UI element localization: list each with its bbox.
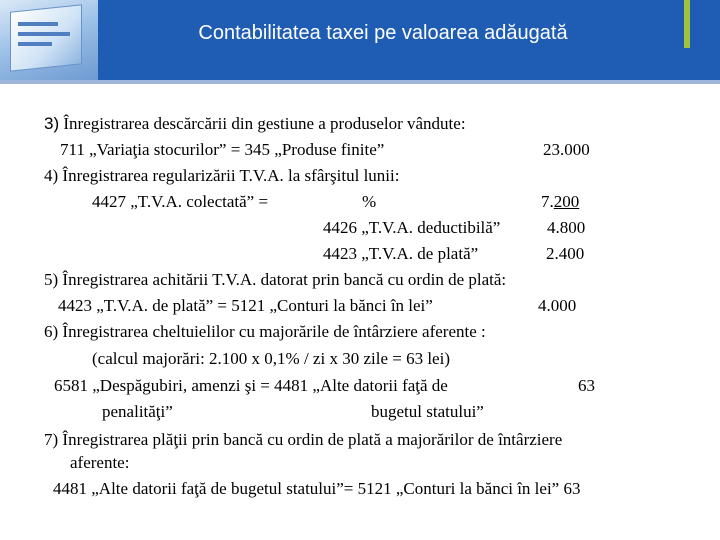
section-4-total (541, 190, 579, 213)
section-6-entry-cont-right: bugetul statului” (371, 402, 484, 421)
total-part-underlined: 200 (553, 192, 580, 211)
section-4-amount-2: 2.400 (546, 244, 585, 263)
section-4-credit-1: 4426 „T.V.A. deductibilă” (323, 218, 501, 237)
section-number: 3) (44, 114, 60, 133)
total-part: 7. (541, 192, 554, 211)
section-4-debit: 4427 „T.V.A. colectată” = (92, 192, 269, 211)
section-3-entry: 711 „Variaţia stocurilor” = 345 „Produse finite” (60, 140, 385, 159)
section-4-percent: % (362, 192, 377, 211)
section-5-entry: 4423 „T.V.A. de plată” = 5121 „Conturi la bănci în lei” (58, 296, 433, 315)
section-6-calculation: (calcul majorări: 2.100 x 0,1% / zi x 30 zile = 63 lei) (92, 349, 450, 368)
section-7-entry: 4481 „Alte datorii faţă de bugetul statului”= 5121 „Conturi la bănci în lei” 63 (53, 479, 581, 498)
section-7-heading: 7) Înregistrarea plăţii prin bancă cu ordin de plată a majorărilor de întârziere (44, 430, 563, 449)
section-6-amount: 63 (578, 376, 595, 395)
section-3-heading (44, 112, 466, 135)
section-4-heading: 4) Înregistrarea regularizării T.V.A. la sfârşitul lunii: (44, 166, 400, 185)
section-3-amount: 23.000 (543, 140, 590, 159)
slide-title: Contabilitatea taxei pe valoarea adăugată (198, 22, 568, 44)
section-7-heading-cont: aferente: (70, 453, 130, 472)
section-6-entry: 6581 „Despăgubiri, amenzi şi = 4481 „Alte datorii faţă de (54, 376, 448, 395)
section-5-heading: 5) Înregistrarea achitării T.V.A. datorat prin bancă cu ordin de plată: (44, 270, 507, 289)
section-6-heading: 6) Înregistrarea cheltuielilor cu majorările de întârziere aferente : (44, 322, 486, 341)
section-6-entry-cont-left: penalităţi” (102, 402, 173, 421)
section-5-amount: 4.000 (538, 296, 577, 315)
section-title: Înregistrarea descărcării din gestiune a produselor vândute: (63, 114, 466, 133)
section-4-credit-2: 4423 „T.V.A. de plată” (323, 244, 479, 263)
section-4-amount-1: 4.800 (547, 218, 586, 237)
